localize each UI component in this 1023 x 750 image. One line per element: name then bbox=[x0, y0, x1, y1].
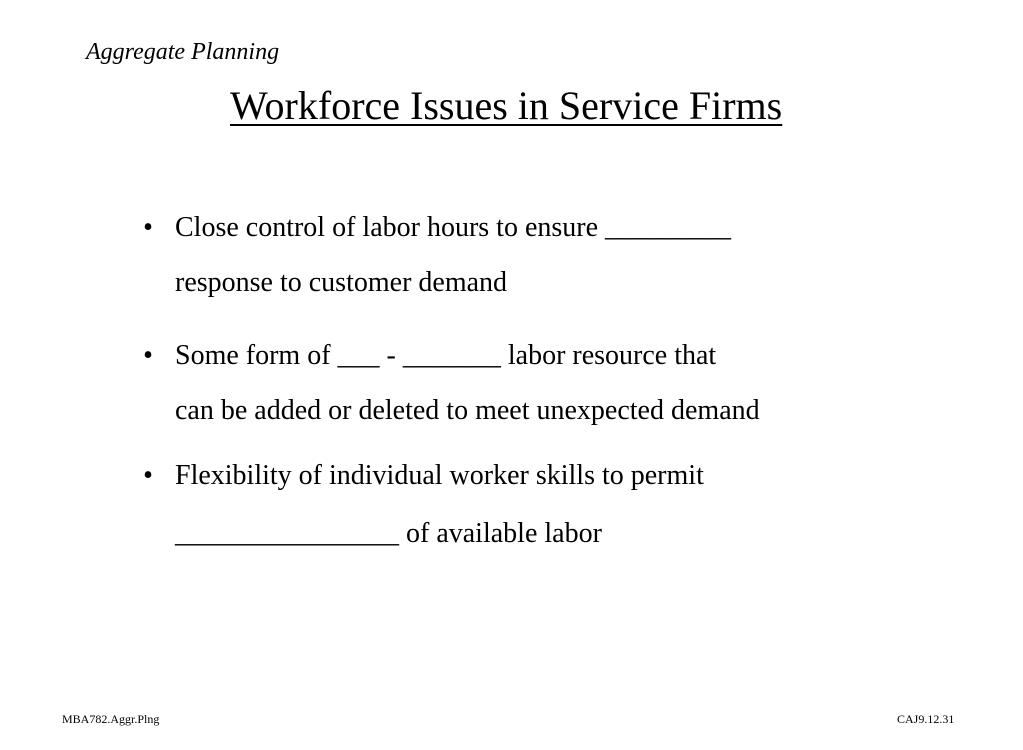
bullet-text-line: can be added or deleted to meet unexpected demand bbox=[175, 395, 760, 426]
bullet-text-line: Some form of ___ - _______ labor resource that bbox=[175, 340, 717, 371]
bullet-text-line: ________________ of available labor bbox=[175, 518, 602, 549]
bullet-text-line: Close control of labor hours to ensure _________ bbox=[175, 212, 732, 243]
bullet-item bbox=[138, 328, 918, 438]
section-heading: Aggregate Planning bbox=[86, 39, 280, 65]
slide-title: Workforce Issues in Service Firms bbox=[230, 83, 783, 128]
bullet-icon: • bbox=[143, 212, 153, 243]
footer-slide-id: CAJ9.12.31 bbox=[897, 712, 955, 726]
bullet-item bbox=[138, 200, 918, 310]
bullet-icon: • bbox=[143, 340, 153, 371]
bullet-icon: • bbox=[143, 460, 153, 491]
bullet-list bbox=[138, 200, 918, 561]
bullet-item bbox=[138, 448, 918, 561]
bullet-text-line: response to customer demand bbox=[175, 267, 508, 298]
footer-course-code: MBA782.Aggr.Plng bbox=[62, 712, 160, 726]
bullet-text-line: Flexibility of individual worker skills to permit bbox=[175, 460, 704, 491]
